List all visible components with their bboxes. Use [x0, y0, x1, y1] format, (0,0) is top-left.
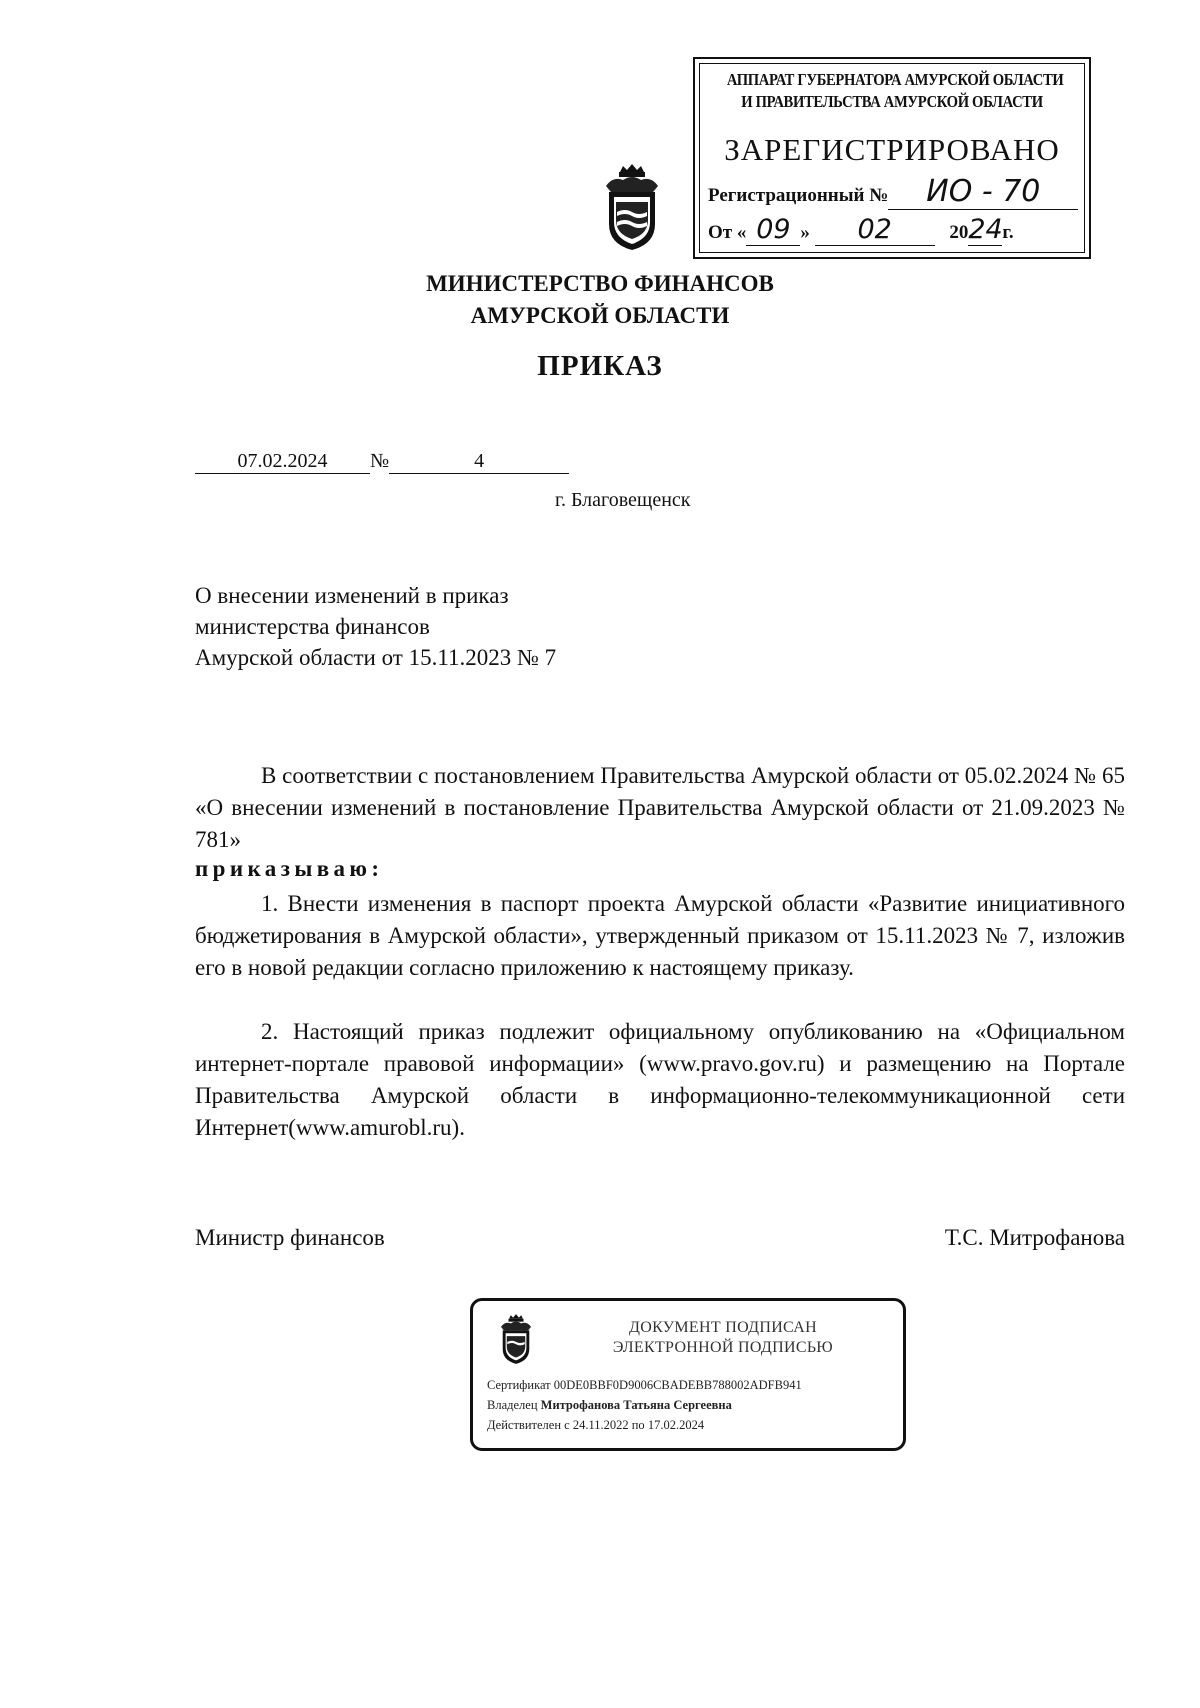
order-date-number-line [195, 450, 569, 474]
stamp-day: 09 [746, 214, 800, 246]
body-item-2: 2. Настоящий приказ подлежит официальному опубликованию на «Официальном интернет-портале правовой информации» (www.pravo.gov.ru) и размещению на Портале Правительства Амурской области в информационно-телекоммуникационной сети Интернет(www.amurobl.ru). [195, 1019, 1125, 1140]
esig-cert-value: 00DE0BBF0D9006CBADEBB788002ADFB941 [553, 1378, 802, 1392]
order-city: г. Благовещенск [555, 489, 691, 511]
stamp-month: 02 [815, 214, 935, 246]
stamp-from-label: От « [708, 222, 747, 243]
order-number-label: № [370, 450, 390, 472]
esig-validity-row [487, 1418, 704, 1433]
stamp-reg-number: ИО - 70 [888, 174, 1078, 210]
stamp-org-line1: АППАРАТ ГУБЕРНАТОРА АМУРСКОЙ ОБЛАСТИ [726, 70, 1064, 89]
ministry-line2: АМУРСКОЙ ОБЛАСТИ [470, 303, 730, 328]
stamp-registered-label: ЗАРЕГИСТРИРОВАНО [724, 132, 1060, 167]
esig-certificate-row [487, 1378, 802, 1393]
coat-of-arms-emblem [603, 162, 661, 252]
esig-owner-label: Владелец [487, 1398, 538, 1412]
esig-owner-row [487, 1398, 732, 1413]
subject-line1: О внесении изменений в приказ [195, 583, 509, 608]
order-number: 4 [389, 450, 569, 474]
coat-of-arms-small-icon [497, 1313, 535, 1365]
body-directive: приказываю: [195, 856, 384, 881]
signatory-name: Т.С. Митрофанова [944, 1225, 1125, 1250]
esig-valid-label: Действителен с [487, 1418, 570, 1432]
order-subject [195, 580, 556, 673]
esig-title-line2: ЭЛЕКТРОННОЙ ПОДПИСЬЮ [612, 1339, 834, 1356]
esig-title-line1: ДОКУМЕНТ ПОДПИСАН [629, 1319, 817, 1336]
body-preamble: В соответствии с постановлением Правительства Амурской области от 05.02.2024 № 65 «О внесении изменений в постановление Правительства Амурской области от 21.09.2023 № 781» [195, 763, 1125, 852]
esig-valid-from: 24.11.2022 [572, 1418, 629, 1432]
signatory-position: Министр финансов [195, 1225, 385, 1250]
stamp-reg-label: Регистрационный № [708, 185, 889, 206]
stamp-year-prefix: 20 [949, 222, 969, 243]
body-item-1: 1. Внести изменения в паспорт проекта Амурской области «Развитие инициативного бюджетирования в Амурской области», утвержденный приказом от 15.11.2023 № 7, изложив его в новой редакции согласно приложению к настоящему приказу. [195, 891, 1125, 980]
esig-valid-to: 17.02.2024 [647, 1418, 705, 1432]
ministry-header [0, 268, 1200, 332]
document-type-title: ПРИКАЗ [537, 350, 663, 382]
ministry-line1: МИНИСТЕРСТВО ФИНАНСОВ [426, 271, 774, 296]
registration-stamp [693, 57, 1091, 259]
stamp-year-end: г. [1002, 222, 1014, 243]
esig-cert-label: Сертификат [487, 1378, 551, 1392]
subject-line2: министерства финансов [195, 614, 430, 639]
esig-valid-to-label: по [631, 1418, 645, 1432]
stamp-org-line2: И ПРАВИТЕЛЬСТВА АМУРСКОЙ ОБЛАСТИ [741, 92, 1043, 111]
stamp-day-close: » [800, 222, 810, 243]
electronic-signature-box [470, 1298, 906, 1451]
stamp-date-row [708, 214, 1014, 246]
order-date: 07.02.2024 [195, 450, 370, 474]
stamp-year-suffix: 24 [968, 214, 1003, 245]
esig-owner-value: Митрофанова Татьяна Сергеевна [540, 1398, 732, 1412]
stamp-reg-number-row [708, 174, 1078, 210]
subject-line3: Амурской области от 15.11.2023 № 7 [195, 645, 557, 670]
